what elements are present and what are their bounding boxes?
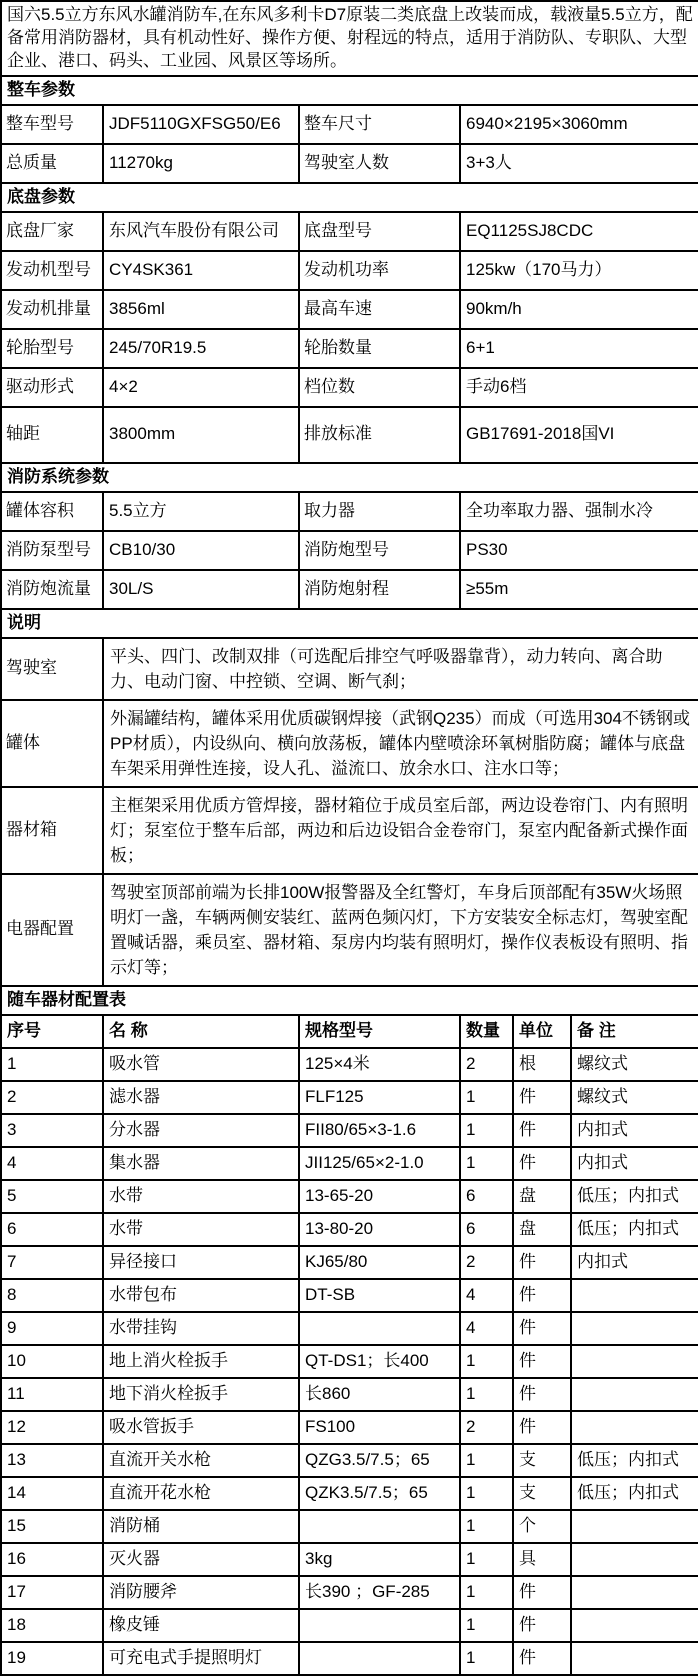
equip-note [571, 1642, 698, 1675]
equip-qty: 1 [460, 1114, 513, 1147]
equip-no: 1 [1, 1048, 103, 1081]
equipment-row [1, 1642, 698, 1675]
equip-qty: 6 [460, 1213, 513, 1246]
param-label: 排放标准 [299, 407, 460, 463]
note-text: 驾驶室顶部前端为长排100W报警器及全红警灯，车身后顶部配有35W火场照明灯一盏，车辆两侧安装红、蓝两色频闪灯，下方安装安全标志灯，驾驶室配置喊话器，乘员室、器材箱、泵房内均装有照明灯，操作仪表板设有照明、指示灯等； [103, 874, 698, 986]
param-label: 整车尺寸 [299, 105, 460, 144]
equip-no: 19 [1, 1642, 103, 1675]
equip-spec: QZK3.5/7.5；65 [299, 1477, 460, 1510]
param-value: 11270kg [103, 144, 299, 183]
equip-name: 橡皮锤 [103, 1609, 299, 1642]
intro-paragraph: 国六5.5立方东风水罐消防车,在东风多利卡D7原装二类底盘上改装而成，载液量5.5立方，配备常用消防器材，具有机动性好、操作方便、射程远的特点，适用于消防队、专职队、大型企业、港口、码头、工业园、风景区等场所。 [1, 1, 698, 76]
param-label: 消防炮型号 [299, 531, 460, 570]
equip-qty: 6 [460, 1180, 513, 1213]
equip-spec: FII80/65×3-1.6 [299, 1114, 460, 1147]
equip-qty: 1 [460, 1609, 513, 1642]
param-value: 3856ml [103, 290, 299, 329]
equip-note: 内扣式 [571, 1147, 698, 1180]
note-text: 平头、四门、改制双排（可选配后排空气呼吸器靠背），动力转向、离合助力、电动门窗、中控锁、空调、断气刹； [103, 638, 698, 700]
equip-qty: 1 [460, 1642, 513, 1675]
equip-qty: 1 [460, 1510, 513, 1543]
param-value: 30L/S [103, 570, 299, 609]
equipment-row [1, 1444, 698, 1477]
param-label: 总质量 [1, 144, 103, 183]
equip-spec: 125×4米 [299, 1048, 460, 1081]
table-row [1, 251, 698, 290]
equip-qty: 1 [460, 1576, 513, 1609]
section-title-equipment: 随车器材配置表 [1, 986, 698, 1015]
equip-qty: 2 [460, 1048, 513, 1081]
equip-name: 吸水管 [103, 1048, 299, 1081]
equip-name: 分水器 [103, 1114, 299, 1147]
equip-spec [299, 1642, 460, 1675]
section-header-row [1, 463, 698, 492]
equip-note [571, 1345, 698, 1378]
equip-qty: 1 [460, 1378, 513, 1411]
table-row [1, 787, 698, 874]
note-label: 电器配置 [1, 874, 103, 986]
equip-note: 内扣式 [571, 1246, 698, 1279]
param-value: 245/70R19.5 [103, 329, 299, 368]
section-title-fire-system: 消防系统参数 [1, 463, 698, 492]
equip-qty: 1 [460, 1543, 513, 1576]
param-label: 消防炮流量 [1, 570, 103, 609]
param-label: 消防炮射程 [299, 570, 460, 609]
param-label: 驱动形式 [1, 368, 103, 407]
param-value: 全功率取力器、强制水冷 [460, 492, 698, 531]
param-label: 发动机型号 [1, 251, 103, 290]
note-label: 驾驶室 [1, 638, 103, 700]
intro-row [1, 1, 698, 76]
table-row [1, 570, 698, 609]
equip-no: 6 [1, 1213, 103, 1246]
equipment-row [1, 1576, 698, 1609]
equip-no: 3 [1, 1114, 103, 1147]
equipment-row [1, 1510, 698, 1543]
equip-spec: DT-SB [299, 1279, 460, 1312]
equip-no: 13 [1, 1444, 103, 1477]
note-label: 器材箱 [1, 787, 103, 874]
vehicle-params-body [1, 105, 698, 183]
equip-name: 水带 [103, 1213, 299, 1246]
equip-note [571, 1378, 698, 1411]
equip-note: 螺纹式 [571, 1048, 698, 1081]
fire-params-body [1, 492, 698, 609]
equip-note: 低压；内扣式 [571, 1213, 698, 1246]
section-header-row [1, 76, 698, 105]
param-label: 轮胎型号 [1, 329, 103, 368]
equip-spec [299, 1510, 460, 1543]
equip-unit: 件 [513, 1378, 571, 1411]
equip-name: 直流开关水枪 [103, 1444, 299, 1477]
section-header-row [1, 183, 698, 212]
equip-note [571, 1411, 698, 1444]
equip-name: 水带包布 [103, 1279, 299, 1312]
equip-note [571, 1543, 698, 1576]
equip-qty: 4 [460, 1279, 513, 1312]
param-value: JDF5110GXFSG50/E6 [103, 105, 299, 144]
equip-unit: 支 [513, 1477, 571, 1510]
param-value: 90km/h [460, 290, 698, 329]
table-row [1, 638, 698, 700]
equipment-row [1, 1543, 698, 1576]
equip-no: 10 [1, 1345, 103, 1378]
equip-spec: 长860 [299, 1378, 460, 1411]
equipment-row [1, 1312, 698, 1345]
equip-name: 吸水管扳手 [103, 1411, 299, 1444]
param-value: 6+1 [460, 329, 698, 368]
equip-unit: 支 [513, 1444, 571, 1477]
table-row [1, 105, 698, 144]
equipment-row [1, 1477, 698, 1510]
equip-unit: 件 [513, 1411, 571, 1444]
param-label: 底盘型号 [299, 212, 460, 251]
equip-no: 12 [1, 1411, 103, 1444]
section-header-row [1, 986, 698, 1015]
equip-unit: 件 [513, 1345, 571, 1378]
equip-name: 水带 [103, 1180, 299, 1213]
param-value: PS30 [460, 531, 698, 570]
equip-unit: 件 [513, 1081, 571, 1114]
equip-name: 异径接口 [103, 1246, 299, 1279]
col-header-qty: 数量 [460, 1015, 513, 1048]
param-value: EQ1125SJ8CDC [460, 212, 698, 251]
param-value: CB10/30 [103, 531, 299, 570]
equip-unit: 件 [513, 1312, 571, 1345]
equip-name: 消防腰斧 [103, 1576, 299, 1609]
param-label: 发动机排量 [1, 290, 103, 329]
equip-spec: 3kg [299, 1543, 460, 1576]
equip-no: 9 [1, 1312, 103, 1345]
note-label: 罐体 [1, 700, 103, 787]
equip-spec: QT-DS1；长400 [299, 1345, 460, 1378]
equip-no: 15 [1, 1510, 103, 1543]
equip-note [571, 1576, 698, 1609]
table-row [1, 290, 698, 329]
equipment-row [1, 1147, 698, 1180]
param-value: 125kw（170马力） [460, 251, 698, 290]
equip-unit: 件 [513, 1114, 571, 1147]
equip-note [571, 1609, 698, 1642]
equip-spec: QZG3.5/7.5；65 [299, 1444, 460, 1477]
param-label: 最高车速 [299, 290, 460, 329]
equipment-row [1, 1081, 698, 1114]
equip-spec: JII125/65×2-1.0 [299, 1147, 460, 1180]
equip-qty: 2 [460, 1246, 513, 1279]
section-title-notes: 说明 [1, 609, 698, 638]
equip-name: 消防桶 [103, 1510, 299, 1543]
param-value: 3800mm [103, 407, 299, 463]
equip-no: 4 [1, 1147, 103, 1180]
param-label: 消防泵型号 [1, 531, 103, 570]
equipment-row [1, 1279, 698, 1312]
equip-name: 地下消火栓扳手 [103, 1378, 299, 1411]
param-value: 东风汽车股份有限公司 [103, 212, 299, 251]
section-title-vehicle: 整车参数 [1, 76, 698, 105]
param-label: 发动机功率 [299, 251, 460, 290]
equip-qty: 1 [460, 1444, 513, 1477]
equip-spec: FLF125 [299, 1081, 460, 1114]
equip-note: 低压；内扣式 [571, 1180, 698, 1213]
equip-no: 14 [1, 1477, 103, 1510]
equip-no: 7 [1, 1246, 103, 1279]
equipment-row [1, 1345, 698, 1378]
equip-qty: 1 [460, 1477, 513, 1510]
equip-name: 直流开花水枪 [103, 1477, 299, 1510]
equip-name: 滤水器 [103, 1081, 299, 1114]
equipment-row [1, 1246, 698, 1279]
equip-note: 低压；内扣式 [571, 1477, 698, 1510]
table-row [1, 368, 698, 407]
equipment-row [1, 1411, 698, 1444]
equip-spec [299, 1609, 460, 1642]
equip-note [571, 1279, 698, 1312]
param-label: 轮胎数量 [299, 329, 460, 368]
equipment-row [1, 1114, 698, 1147]
equip-name: 水带挂钩 [103, 1312, 299, 1345]
param-label: 驾驶室人数 [299, 144, 460, 183]
param-label: 档位数 [299, 368, 460, 407]
equip-no: 5 [1, 1180, 103, 1213]
equipment-body [1, 1048, 698, 1675]
equip-qty: 1 [460, 1147, 513, 1180]
equip-spec [299, 1312, 460, 1345]
equip-name: 可充电式手提照明灯 [103, 1642, 299, 1675]
equip-no: 11 [1, 1378, 103, 1411]
equip-name: 灭火器 [103, 1543, 299, 1576]
equipment-row [1, 1180, 698, 1213]
equip-qty: 1 [460, 1081, 513, 1114]
equip-qty: 4 [460, 1312, 513, 1345]
equip-unit: 件 [513, 1576, 571, 1609]
param-value: 手动6档 [460, 368, 698, 407]
param-label: 罐体容积 [1, 492, 103, 531]
param-label: 底盘厂家 [1, 212, 103, 251]
param-value: GB17691-2018国VI [460, 407, 698, 463]
param-value: 6940×2195×3060mm [460, 105, 698, 144]
equip-note: 低压；内扣式 [571, 1444, 698, 1477]
equipment-row [1, 1609, 698, 1642]
equip-note [571, 1510, 698, 1543]
col-header-unit: 单位 [513, 1015, 571, 1048]
equip-unit: 根 [513, 1048, 571, 1081]
equip-spec: FS100 [299, 1411, 460, 1444]
equipment-row [1, 1048, 698, 1081]
equipment-header-row [1, 1015, 698, 1048]
equip-unit: 件 [513, 1642, 571, 1675]
equip-qty: 2 [460, 1411, 513, 1444]
equip-spec: 长390 ；GF-285 [299, 1576, 460, 1609]
param-label: 轴距 [1, 407, 103, 463]
col-header-name: 名 称 [103, 1015, 299, 1048]
equip-unit: 件 [513, 1279, 571, 1312]
param-label: 取力器 [299, 492, 460, 531]
chassis-params-body [1, 212, 698, 463]
equipment-row [1, 1213, 698, 1246]
param-value: 5.5立方 [103, 492, 299, 531]
equip-name: 地上消火栓扳手 [103, 1345, 299, 1378]
equip-no: 16 [1, 1543, 103, 1576]
param-label: 整车型号 [1, 105, 103, 144]
col-header-note: 备 注 [571, 1015, 698, 1048]
equip-unit: 件 [513, 1609, 571, 1642]
table-row [1, 212, 698, 251]
equip-no: 2 [1, 1081, 103, 1114]
table-row [1, 492, 698, 531]
equip-unit: 盘 [513, 1213, 571, 1246]
equip-name: 集水器 [103, 1147, 299, 1180]
table-row [1, 700, 698, 787]
equip-unit: 盘 [513, 1180, 571, 1213]
table-row [1, 407, 698, 463]
param-value: CY4SK361 [103, 251, 299, 290]
table-row [1, 144, 698, 183]
col-header-no: 序号 [1, 1015, 103, 1048]
equip-unit: 件 [513, 1246, 571, 1279]
table-row [1, 531, 698, 570]
equip-no: 18 [1, 1609, 103, 1642]
section-title-chassis: 底盘参数 [1, 183, 698, 212]
equip-note [571, 1312, 698, 1345]
equip-spec: 13-80-20 [299, 1213, 460, 1246]
equip-spec: 13-65-20 [299, 1180, 460, 1213]
equipment-row [1, 1378, 698, 1411]
equip-note: 螺纹式 [571, 1081, 698, 1114]
section-header-row [1, 609, 698, 638]
equip-no: 8 [1, 1279, 103, 1312]
equip-qty: 1 [460, 1345, 513, 1378]
equip-unit: 个 [513, 1510, 571, 1543]
param-value: 4×2 [103, 368, 299, 407]
note-text: 外漏罐结构，罐体采用优质碳钢焊接（武钢Q235）而成（可选用304不锈钢或PP材质），内设纵向、横向放荡板，罐体内壁喷涂环氧树脂防腐；罐体与底盘车架采用弹性连接，设人孔、溢流口、放余水口、注水口等； [103, 700, 698, 787]
table-row [1, 329, 698, 368]
equip-unit: 件 [513, 1147, 571, 1180]
col-header-spec: 规格型号 [299, 1015, 460, 1048]
equip-no: 17 [1, 1576, 103, 1609]
param-value: 3+3人 [460, 144, 698, 183]
equip-spec: KJ65/80 [299, 1246, 460, 1279]
param-value: ≥55m [460, 570, 698, 609]
table-row [1, 874, 698, 986]
equip-unit: 具 [513, 1543, 571, 1576]
equip-note: 内扣式 [571, 1114, 698, 1147]
note-text: 主框架采用优质方管焊接，器材箱位于成员室后部，两边设卷帘门、内有照明灯；泵室位于整车后部，两边和后边设铝合金卷帘门，泵室内配备新式操作面板； [103, 787, 698, 874]
notes-body [1, 638, 698, 986]
